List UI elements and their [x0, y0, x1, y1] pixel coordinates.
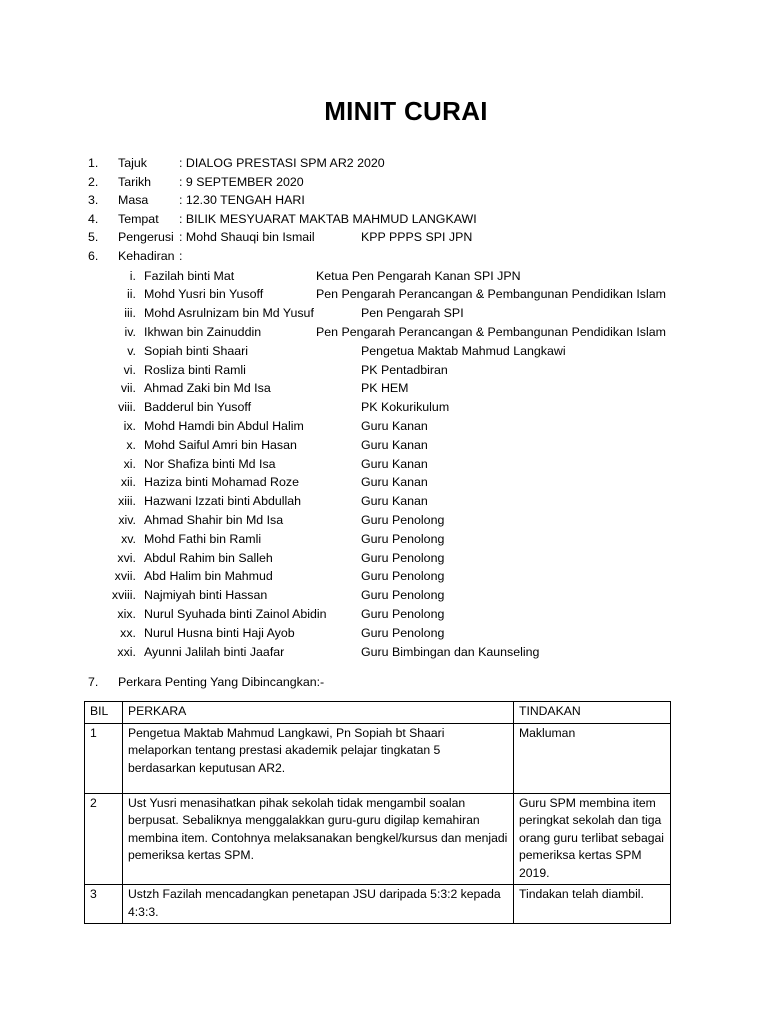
- attendance-row: [0, 567, 768, 586]
- info-value: : Mohd Shauqi bin Ismail: [179, 230, 315, 245]
- item-text: Perkara Penting Yang Dibincangkan:-: [118, 675, 325, 689]
- info-value: : BILIK MESYUARAT MAKTAB MAHMUD LANGKAWI: [179, 211, 477, 226]
- info-label: Kehadiran: [118, 248, 175, 263]
- cell-perkara: Pengetua Maktab Mahmud Langkawi, Pn Sopiah bt Shaari melaporkan tentang prestasi akademik pelajar tingkatan 5 berdasarkan keputusan AR2.: [123, 723, 514, 793]
- header-tindakan: TINDAKAN: [514, 702, 671, 724]
- attendance-number: xv.: [121, 531, 136, 546]
- attendance-row: [0, 473, 768, 492]
- attendance-row: [0, 323, 768, 342]
- info-value: : DIALOG PRESTASI SPM AR2 2020: [179, 156, 385, 170]
- info-value: :: [179, 248, 183, 263]
- document-title: MINIT CURAI: [324, 96, 488, 126]
- attendance-row: [0, 379, 768, 398]
- cell-perkara: Ust Yusri menasihatkan pihak sekolah tidak mengambil soalan berpusat. Sebaliknya menggalakkan guru-guru digilap kemahiran membina item. Contohnya melaksanakan bengkel/kursus dan menjadi pemeriksa kertas SPM.: [123, 793, 514, 885]
- attendee-name: Ahmad Zaki bin Md Isa: [144, 381, 271, 396]
- attendance-row: [0, 605, 768, 624]
- attendance-number: xii.: [120, 475, 136, 490]
- info-value-secondary: KPP PPPS SPI JPN: [361, 230, 473, 245]
- attendee-position: Guru Penolong: [361, 588, 445, 603]
- attendee-name: Ikhwan bin Zainuddin: [144, 324, 262, 339]
- attendance-number: vii.: [120, 381, 136, 396]
- cell-tindakan: Tindakan telah diambil.: [514, 885, 671, 924]
- attendance-number: xiv.: [118, 512, 136, 527]
- attendee-position: PK Kokurikulum: [361, 400, 450, 415]
- info-number: 6.: [88, 248, 99, 263]
- attendee-position: Guru Penolong: [361, 550, 445, 565]
- attendee-position: Pen Pengarah Perancangan & Pembangunan Pendidikan Islam: [316, 324, 666, 339]
- attendance-row: [0, 285, 768, 304]
- attendance-number: ii.: [127, 287, 136, 302]
- info-number: 2.: [88, 174, 99, 189]
- attendee-name: Hazwani Izzati binti Abdullah: [144, 494, 302, 509]
- attendance-number: x.: [126, 437, 136, 452]
- attendee-position: Guru Kanan: [361, 456, 428, 471]
- attendance-row: [0, 530, 768, 549]
- info-row-tajuk: [0, 154, 768, 173]
- attendance-list: [0, 267, 768, 662]
- header-bil: BIL: [85, 702, 123, 724]
- attendee-position: Guru Penolong: [361, 512, 445, 527]
- info-number: 1.: [88, 156, 99, 170]
- table-row: [85, 793, 671, 885]
- attendance-row: [0, 304, 768, 323]
- info-label: Tarikh: [118, 174, 152, 189]
- attendee-name: Mohd Asrulnizam bin Md Yusuf: [144, 306, 314, 321]
- attendance-row: [0, 398, 768, 417]
- cell-bil: 1: [85, 723, 123, 793]
- attendee-name: Mohd Yusri bin Yusoff: [144, 287, 264, 302]
- info-label: Masa: [118, 193, 149, 208]
- attendee-position: Guru Bimbingan dan Kaunseling: [361, 644, 540, 659]
- attendance-number: viii.: [118, 400, 136, 415]
- attendee-position: Pengetua Maktab Mahmud Langkawi: [361, 343, 566, 358]
- info-number: 4.: [88, 211, 99, 226]
- info-label: Tempat: [118, 211, 159, 226]
- attendee-name: Mohd Fathi bin Ramli: [144, 531, 262, 546]
- attendance-row: [0, 361, 768, 380]
- info-value: : 9 SEPTEMBER 2020: [179, 174, 304, 189]
- info-label: Pengerusi: [118, 230, 174, 245]
- info-number: 3.: [88, 193, 99, 208]
- minutes-table: [84, 701, 671, 924]
- attendee-name: Nurul Syuhada binti Zainol Abidin: [144, 606, 327, 621]
- attendance-number: xx.: [120, 625, 136, 640]
- info-row-tempat: [0, 210, 768, 229]
- attendee-name: Rosliza binti Ramli: [144, 362, 246, 377]
- attendee-position: Pen Pengarah SPI: [361, 306, 464, 321]
- info-row-masa: [0, 191, 768, 210]
- cell-bil: 3: [85, 885, 123, 924]
- attendance-number: xiii.: [118, 494, 136, 509]
- attendee-name: Abd Halim bin Mahmud: [144, 569, 273, 584]
- cell-tindakan: Guru SPM membina item peringkat sekolah dan tiga orang guru terlibat sebagai pemeriksa kertas SPM 2019.: [514, 793, 671, 885]
- attendee-position: Pen Pengarah Perancangan & Pembangunan Pendidikan Islam: [316, 287, 666, 302]
- attendance-row: [0, 643, 768, 662]
- attendee-name: Sopiah binti Shaari: [144, 343, 249, 358]
- attendee-name: Nurul Husna binti Haji Ayob: [144, 625, 295, 640]
- attendee-name: Ahmad Shahir bin Md Isa: [144, 512, 284, 527]
- attendance-row: [0, 624, 768, 643]
- attendee-position: Guru Penolong: [361, 606, 445, 621]
- attendance-number: iv.: [124, 324, 136, 339]
- info-row-pengerusi: [0, 228, 768, 247]
- attendance-row: [0, 436, 768, 455]
- attendee-position: PK Pentadbiran: [361, 362, 448, 377]
- attendance-number: vi.: [123, 362, 136, 377]
- attendance-row: [0, 267, 768, 286]
- info-row-tarikh: [0, 173, 768, 192]
- attendance-number: xviii.: [111, 588, 136, 603]
- attendee-position: Guru Penolong: [361, 569, 445, 584]
- attendance-number: i.: [129, 268, 136, 283]
- attendance-number: xix.: [117, 606, 136, 621]
- cell-perkara: Ustzh Fazilah mencadangkan penetapan JSU daripada 5:3:2 kepada 4:3:3.: [123, 885, 514, 924]
- attendee-position: PK HEM: [361, 381, 409, 396]
- attendance-row: [0, 492, 768, 511]
- attendance-number: xvi.: [117, 550, 136, 565]
- attendance-number: xvii.: [114, 569, 136, 584]
- info-number: 5.: [88, 230, 99, 245]
- attendance-row: [0, 586, 768, 605]
- info-value: : 12.30 TENGAH HARI: [179, 193, 305, 208]
- meeting-info: [0, 154, 768, 660]
- attendee-name: Nor Shafiza binti Md Isa: [144, 456, 276, 471]
- attendance-row: [0, 549, 768, 568]
- header-perkara: PERKARA: [123, 702, 514, 724]
- info-label: Tajuk: [118, 156, 147, 170]
- cell-tindakan: Makluman: [514, 723, 671, 793]
- attendance-row: [0, 455, 768, 474]
- attendance-number: xxi.: [117, 644, 136, 659]
- attendee-position: Guru Kanan: [361, 494, 428, 509]
- table-row: [85, 885, 671, 924]
- attendee-name: Abdul Rahim bin Salleh: [144, 550, 273, 565]
- attendance-row: [0, 511, 768, 530]
- attendance-number: ix.: [123, 418, 136, 433]
- table-row: [85, 723, 671, 793]
- attendee-name: Fazilah binti Mat: [144, 268, 235, 283]
- attendance-row: [0, 342, 768, 361]
- attendee-name: Najmiyah binti Hassan: [144, 588, 268, 603]
- attendee-position: Guru Penolong: [361, 531, 445, 546]
- cell-bil: 2: [85, 793, 123, 885]
- attendance-number: xi.: [123, 456, 136, 471]
- attendee-position: Guru Kanan: [361, 437, 428, 452]
- attendee-name: Mohd Saiful Amri bin Hasan: [144, 437, 297, 452]
- attendance-number: v.: [127, 343, 136, 358]
- attendee-position: Guru Kanan: [361, 418, 428, 433]
- discussion-heading: [0, 673, 768, 691]
- attendance-number: iii.: [124, 306, 136, 321]
- attendee-name: Mohd Hamdi bin Abdul Halim: [144, 418, 304, 433]
- table-header-row: [85, 702, 671, 724]
- attendee-position: Guru Penolong: [361, 625, 445, 640]
- attendee-position: Guru Kanan: [361, 475, 428, 490]
- attendee-position: Ketua Pen Pengarah Kanan SPI JPN: [316, 268, 521, 283]
- attendee-name: Haziza binti Mohamad Roze: [144, 475, 299, 490]
- attendee-name: Ayunni Jalilah binti Jaafar: [144, 644, 285, 659]
- info-row-kehadiran: [0, 247, 768, 266]
- attendee-name: Badderul bin Yusoff: [144, 400, 252, 415]
- attendance-row: [0, 417, 768, 436]
- item-number: 7.: [88, 675, 99, 689]
